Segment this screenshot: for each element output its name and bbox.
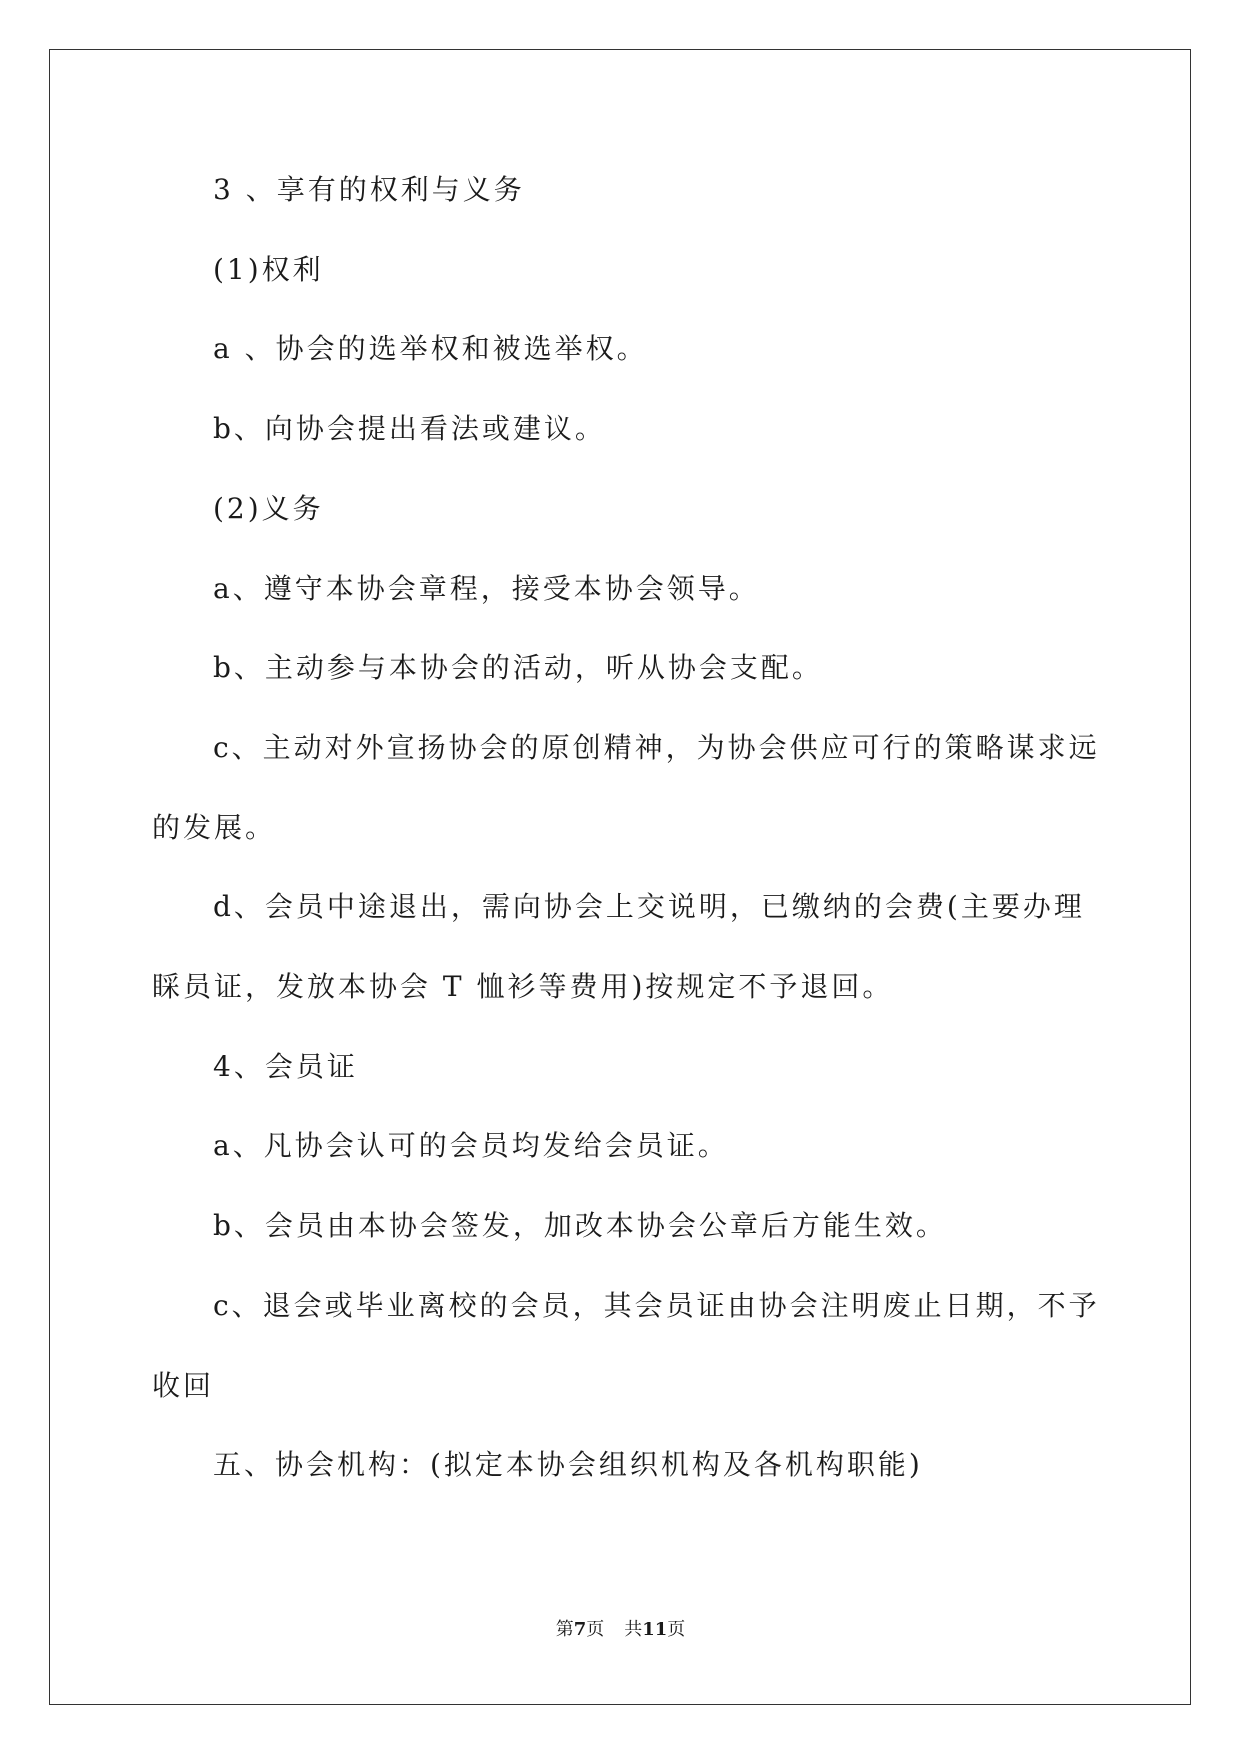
section-heading-organization: 五、协会机构：(拟定本协会组织机构及各机构职能) [213,1448,923,1481]
paragraph-line: 的发展。 [152,811,277,844]
total-pages-number: 11 [642,1619,668,1640]
paragraph-line: a、凡协会认可的会员均发给会员证。 [213,1129,729,1162]
paragraph-line: c、主动对外宣扬协会的原创精神，为协会供应可行的策略谋求远 [213,731,1100,764]
page-footer [0,1618,1241,1642]
paragraph-line: a 、协会的选举权和被选举权。 [213,332,648,365]
section-heading-membership-card: 4、会员证 [213,1050,358,1083]
paragraph-line: d、会员中途退出，需向协会上交说明，已缴纳的会费(主要办理 [213,890,1085,923]
paragraph-line: b、向协会提出看法或建议。 [213,412,606,445]
paragraph-line: c、退会或毕业离校的会员，其会员证由协会注明废止日期，不予 [213,1289,1100,1322]
footer-total-prefix: 共 [624,1619,643,1640]
footer-prefix: 第 [555,1619,574,1640]
subheading-duties: (2)义务 [213,492,324,525]
subheading-rights: (1)权利 [213,253,324,286]
current-page-number: 7 [573,1619,587,1640]
paragraph-line: 收回 [152,1369,215,1402]
footer-page-word: 页 [586,1619,605,1640]
paragraph-line: 睬员证，发放本协会 T 恤衫等费用)按规定不予退回。 [152,970,894,1003]
paragraph-line: b、主动参与本协会的活动，听从协会支配。 [213,651,823,684]
paragraph-line: a、遵守本协会章程，接受本协会领导。 [213,572,760,605]
paragraph-line: b、会员由本协会签发，加改本协会公章后方能生效。 [213,1209,947,1242]
section-heading-rights-duties: 3 、享有的权利与义务 [213,173,525,206]
footer-total-suffix: 页 [667,1619,686,1640]
